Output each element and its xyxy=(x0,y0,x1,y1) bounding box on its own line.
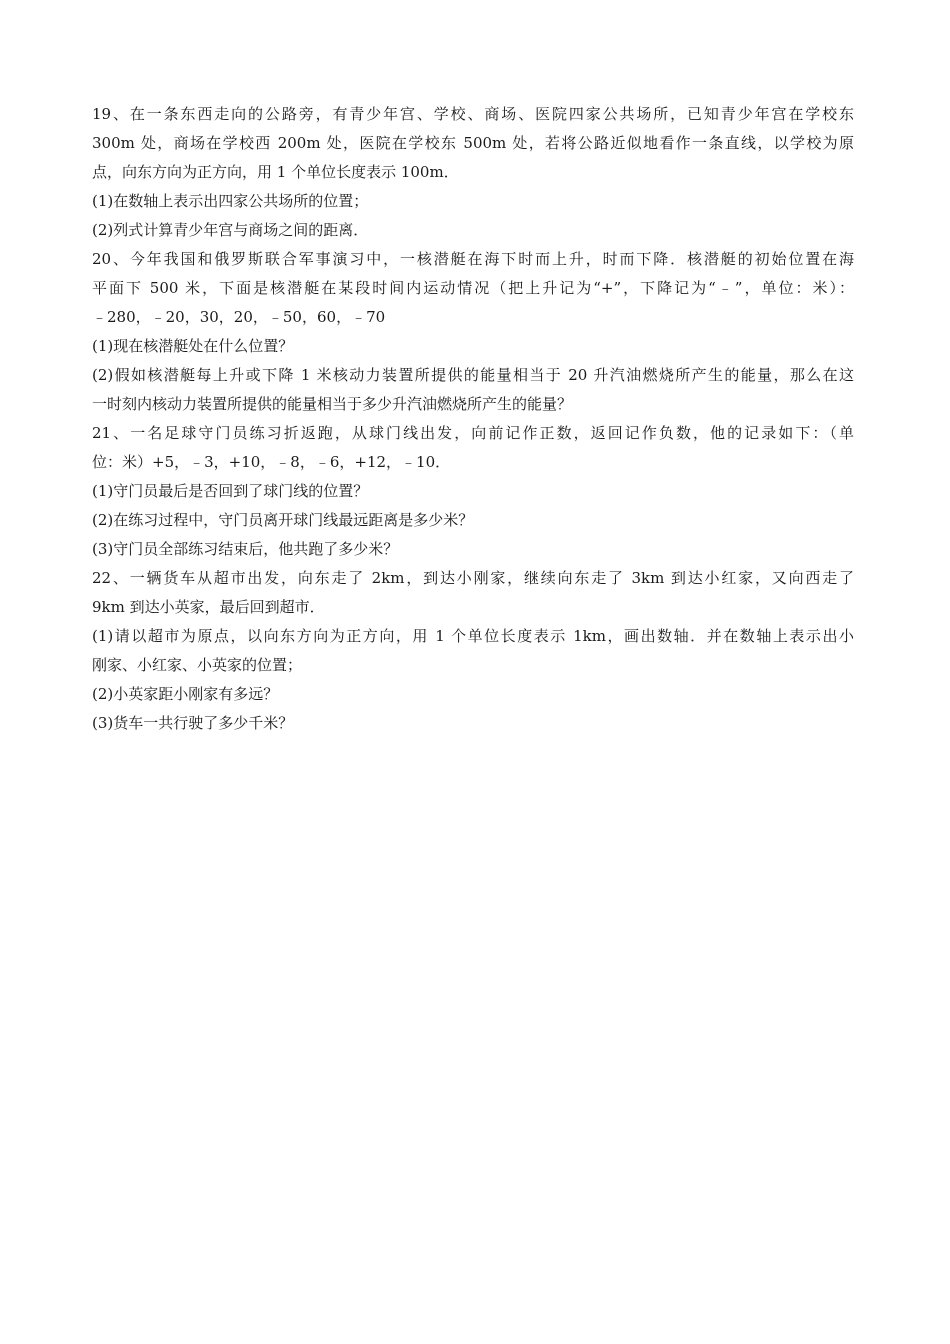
q22-part-2: (2)小英家距小刚家有多远？ xyxy=(92,685,279,703)
q21-line-2: 位：米）+5，﹣3，+10，﹣8，﹣6，+12，﹣10． xyxy=(92,453,451,471)
q21-line-1: 21、一名足球守门员练习折返跑，从球门线出发，向前记作正数，返回记作负数，他的记录如下：（单 xyxy=(92,424,854,442)
q20-line-1: 20、今年我国和俄罗斯联合军事演习中，一核潜艇在海下时而上升，时而下降．核潜艇的初始位置在海 xyxy=(92,250,854,268)
q20-part-1: (1)现在核潜艇处在什么位置？ xyxy=(92,337,294,355)
q22-part-3: (3)货车一共行驶了多少千米？ xyxy=(92,714,294,732)
q19-line-3: 点，向东方向为正方向，用 1 个单位长度表示 100m． xyxy=(92,163,459,181)
q22-part-1-line-2: 刚家、小红家、小英家的位置； xyxy=(92,656,303,674)
q21-part-2: (2)在练习过程中，守门员离开球门线最远距离是多少米？ xyxy=(92,511,474,529)
q20-part-2-line-1: (2)假如核潜艇每上升或下降 1 米核动力装置所提供的能量相当于 20 升汽油燃烧所产生的能量，那么在这 xyxy=(92,366,854,384)
q21-part-1: (1)守门员最后是否回到了球门线的位置？ xyxy=(92,482,369,500)
q22-line-1: 22、一辆货车从超市出发，向东走了 2km，到达小刚家，继续向东走了 3km 到达小红家，又向西走了 xyxy=(92,569,854,587)
q20-record-values: ﹣280，﹣20，30，20，﹣50，60，﹣70 xyxy=(92,308,386,326)
q22-part-1-line-1: (1)请以超市为原点，以向东方向为正方向，用 1 个单位长度表示 1km，画出数轴．并在数轴上表示出小 xyxy=(92,627,854,645)
q19-line-2: 300m 处，商场在学校西 200m 处，医院在学校东 500m 处，若将公路近似地看作一条直线，以学校为原 xyxy=(92,134,854,152)
q22-line-2: 9km 到达小英家，最后回到超市． xyxy=(92,598,325,616)
q20-part-2-line-2: 一时刻内核动力装置所提供的能量相当于多少升汽油燃烧所产生的能量？ xyxy=(92,395,573,413)
q19-part-2: (2)列式计算青少年宫与商场之间的距离． xyxy=(92,221,369,239)
q19-line-1: 19、在一条东西走向的公路旁，有青少年宫、学校、商场、医院四家公共场所，已知青少年宫在学校东 xyxy=(92,105,854,123)
q20-line-2: 平面下 500 米，下面是核潜艇在某段时间内运动情况（把上升记为“+”，下降记为“﹣”，单位：米）： xyxy=(92,279,854,297)
q21-part-3: (3)守门员全部练习结束后，他共跑了多少米？ xyxy=(92,540,399,558)
document-page xyxy=(92,100,854,738)
q19-part-1: (1)在数轴上表示出四家公共场所的位置； xyxy=(92,192,369,210)
